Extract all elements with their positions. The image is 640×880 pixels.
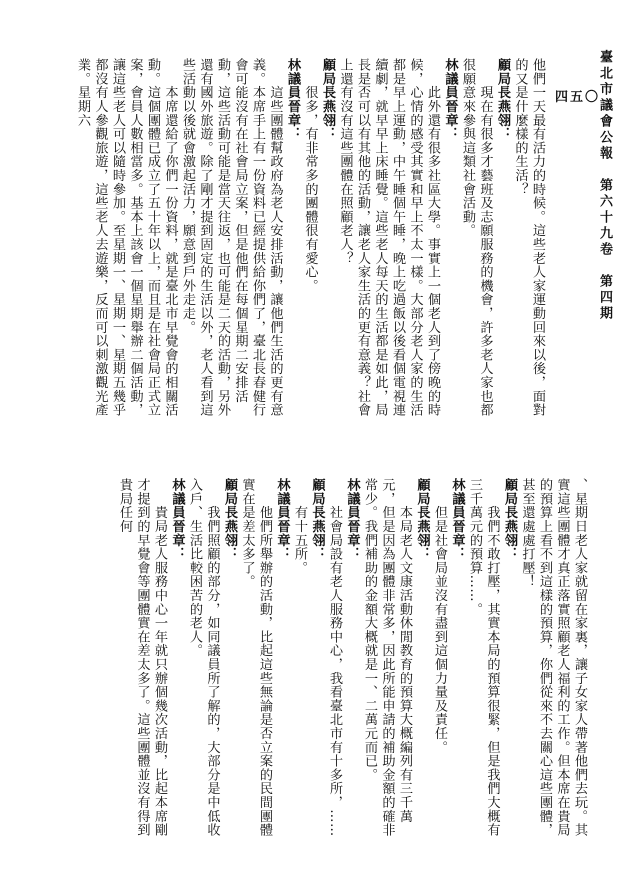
speech-paragraph: 此外還有很多社區大學。事實上一個老人到了傍晚的時候，心情的感受其實和早上不太一樣。大部分老人家的生活都是早上運動，中午睡個午睡，晚上吃過飯以後看個電視連續劇，就早早上床睡覺。這些老人每天的生活都是如此，局長是否可以有其他的活動，讓老人家生活的更有意義？社會上還有沒有這些團體在照顧老人？	[337, 58, 440, 417]
speech-paragraph: 很多，有非常多的團體很有愛心。	[302, 58, 318, 293]
speech-paragraph: 現在有很多才藝班及志願服務的機會，許多老人家也都很願意來參與這類社會活動。	[460, 58, 493, 417]
speech-paragraph: 、星期日老人家就留在家裏，讓子女家人帶著他們去玩。其實這些團體才真正落實照顧老人福利的工作。但本席在貴局的預算上看不到這樣的預算，你們從來不去關心這些團體，甚至還處處打壓！	[519, 478, 587, 837]
transcript-lower-section	[35, 478, 588, 848]
speech-paragraph: 社會局設有老人服務中心，我看臺北市有十多所，……	[327, 478, 342, 837]
transcript-upper-section	[41, 58, 546, 430]
speech-paragraph: 本席還給了你們一份資料，就是臺北市早覺會的相關活動。這個團體已成立了五十年以上，而且是在社會局正式立案，會員人數相當多。基本上該會一個星期舉辦二個活動，讓這些老人可以隨時參加。至星期一、星期一、星期五幾乎都沒有人參觀旅遊，這些老人去遊樂，反而可以刺激觀光產業。星期六	[75, 58, 178, 417]
speech-paragraph: 他們所舉辦的活動，比起這些無論是否立案的民間團體實在是差太多了。	[239, 478, 272, 837]
speaker-label: 顧局長燕翎：	[309, 478, 325, 561]
speaker-label: 顧局長燕翎：	[495, 58, 510, 141]
speech-paragraph: 貴局老人服務中心一年就只辦個幾次活動，比起本席剛才提到的早覺會等團體實在差太多了。這些團體並沒有得到貴局任何	[117, 478, 167, 837]
speaker-label: 林議員晉章：	[449, 478, 465, 561]
speech-paragraph: 我們不敢打壓，其實本局的預算很緊，但是我們大概有三千萬元的預算……。	[467, 478, 500, 837]
speaker-label: 林議員晉章：	[344, 478, 360, 561]
speech-paragraph: 有十五所。	[292, 478, 307, 575]
speech-paragraph: 他們一天最有活力的時候。這些老人家運動回來以後，面對的又是什麼樣的生活？	[512, 58, 545, 417]
speaker-label: 林議員晉章：	[442, 58, 458, 141]
speaker-label: 顧局長燕翎：	[222, 478, 237, 561]
speech-paragraph: 但是社會局並沒有盡到這個力量及責任。	[432, 478, 447, 754]
speech-paragraph: 本局老人文康活動休閒教育的預算大概編列有三千萬元，但是因為團體非常多，因此所能申請的補助金額的確非常少。我們補助的金額大概就是一、二萬元而已。	[362, 478, 412, 837]
speaker-label: 顧局長燕翎：	[414, 478, 430, 561]
speaker-label: 林議員晉章：	[285, 58, 300, 141]
speaker-label: 顧局長燕翎：	[320, 58, 335, 141]
speaker-label: 顧局長燕翎：	[502, 478, 517, 561]
speech-paragraph: 這些團體幫政府為老人安排活動，讓他們生活的更有意義。本席手上有一份資料已經提供給你們了，臺北長春健行會可能沒有在社會局立案，但是他們在每個星期二安排活動，這些活動可能是當天往返，也可能是二天的活動，另外還有國外旅遊。除了剛才提到固定的生活以外，老人看到這些活動以後就會激起活力，願意到戶外走走。	[180, 58, 283, 417]
journal-title: 臺北市議會公報 第六十九卷 第四期	[597, 50, 612, 322]
page-number: 四五〇	[554, 90, 600, 105]
speaker-label: 林議員晉章：	[274, 478, 290, 561]
speaker-label: 林議員晉章：	[169, 478, 185, 561]
speech-paragraph: 我們照顧的部分，如同議員所了解的，大部分是中低收入戶、生活比較困苦的老人。	[187, 478, 220, 837]
